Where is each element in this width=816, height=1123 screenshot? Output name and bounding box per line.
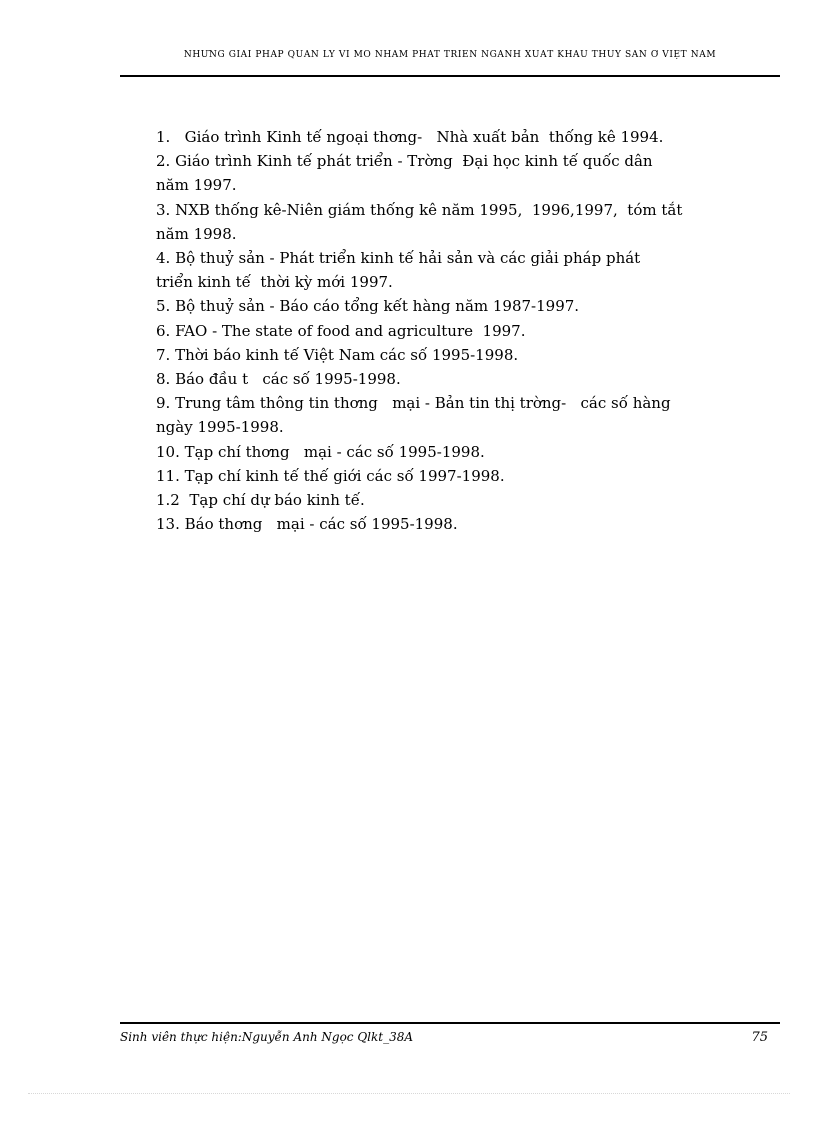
reference-line: năm 1997. — [156, 176, 237, 195]
page-bottom-edge — [28, 1093, 790, 1094]
reference-line: 6. FAO - The state of food and agriculture 1997. — [156, 321, 526, 340]
reference-line: 1.2 Tạp chí dự báo kinh tế. — [156, 491, 365, 510]
reference-line: triển kinh tế thời kỳ mới 1997. — [156, 273, 393, 292]
reference-line: 10. Tạp chí thơng mại - các số 1995-1998. — [156, 442, 485, 461]
reference-list — [156, 125, 736, 536]
footer-author: Sinh viên thực hiện:Nguyễn Anh Ngọc Qlkt_38A — [120, 1030, 414, 1044]
header-divider — [120, 75, 780, 77]
footer-divider — [120, 1022, 780, 1024]
reference-line: ngày 1995-1998. — [156, 418, 284, 437]
reference-line: năm 1998. — [156, 224, 237, 243]
reference-line: 5. Bộ thuỷ sản - Báo cáo tổng kết hàng năm 1987-1997. — [156, 297, 580, 316]
reference-line: 2. Giáo trình Kinh tế phát triển - Trờng Đại học kinh tế quốc dân — [156, 152, 653, 171]
reference-line: 4. Bộ thuỷ sản - Phát triển kinh tế hải sản và các giải pháp phát — [156, 249, 641, 268]
reference-line: 1. Giáo trình Kinh tế ngoại thơng- Nhà xuất bản thống kê 1994. — [156, 128, 664, 146]
reference-line: 7. Thời báo kinh tế Việt Nam các số 1995-1998. — [156, 345, 519, 364]
running-header: NHỮNG GIẢI PHÁP QUẢN LÝ VĨ MÔ NHẰM PHÁT TRIỂN NGÀNH XUẤT KHẨU THUỶ SẢN Ở VIỆT NAM — [183, 50, 717, 60]
reference-line: 13. Báo thơng mại - các số 1995-1998. — [156, 515, 458, 534]
page-number: 75 — [751, 1030, 768, 1045]
reference-line: 9. Trung tâm thông tin thơng mại - Bản tin thị trờng- các số hàng — [156, 394, 671, 413]
reference-line: 11. Tạp chí kinh tế thế giới các số 1997-1998. — [156, 466, 505, 485]
reference-line: 8. Báo đầu t các số 1995-1998. — [156, 370, 401, 389]
reference-line: 3. NXB thống kê-Niên giám thống kê năm 1995, 1996,1997, tóm tắt — [156, 200, 683, 219]
